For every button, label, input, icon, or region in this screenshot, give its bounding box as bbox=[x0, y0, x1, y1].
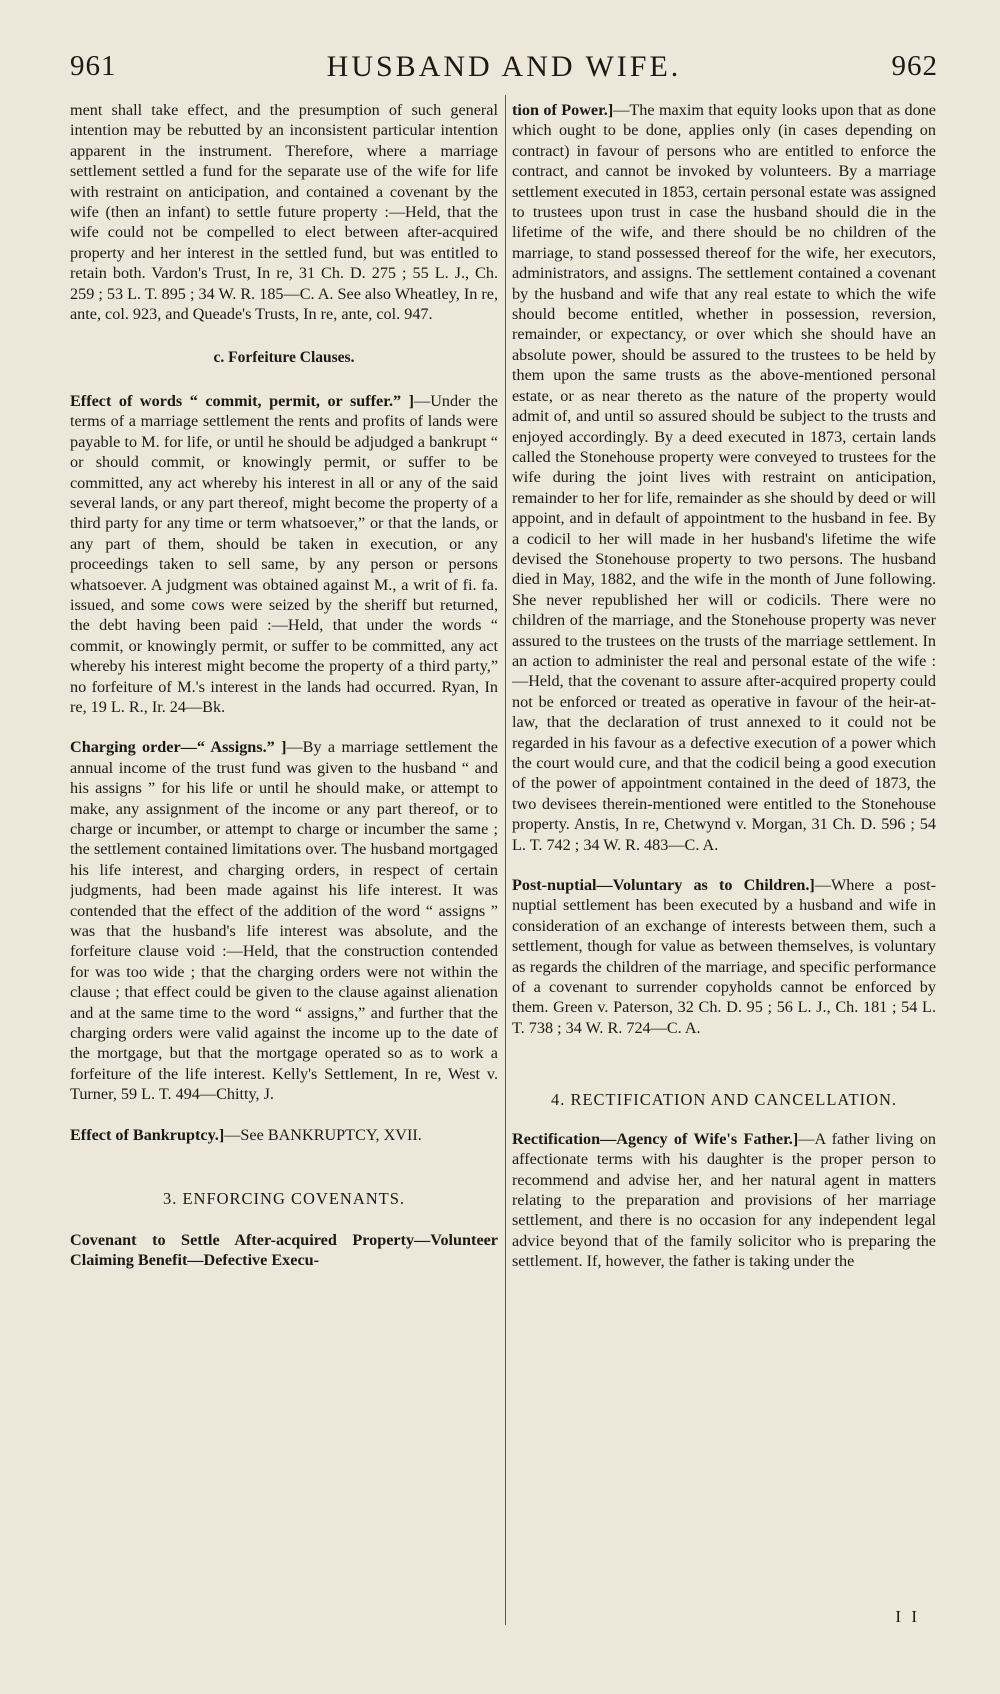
paragraph-heading: Charging order—“ Assigns.” ] bbox=[70, 738, 287, 757]
right-column bbox=[512, 100, 936, 1620]
paragraph-effect-of-bankruptcy bbox=[70, 1125, 498, 1145]
paragraph-heading: Post-nuptial—Voluntary as to Children.] bbox=[512, 876, 815, 895]
signature-mark: I I bbox=[895, 1607, 920, 1626]
page-number-left: 961 bbox=[70, 50, 117, 82]
paragraph-defective-execution bbox=[512, 100, 936, 855]
subheading-forfeiture-clauses: c. Forfeiture Clauses. bbox=[213, 349, 355, 367]
paragraph-heading: Effect of Bankruptcy.] bbox=[70, 1125, 225, 1144]
column-divider bbox=[505, 95, 506, 1625]
paragraph-election-cont: ment shall take effect, and the presumption of such general intention may be rebutted by an inconsistent particular intention apparent in the instrument. Therefore, where a marriage settlement settled a fund for the separate use of the wife for life with restraint on anticipation, and contained a covenant by the wife (then an infant) to settle future property :—Held, that the wife could not be compelled to elect between after-acquired property and her interest in the settled fund, but was entitled to retain both. Vardon's Trust, In re, 31 Ch. D. 275 ; 55 L. J., Ch. 259 ; 53 L. T. 895 ; 34 W. R. 185—C. A. See also Wheatley, In re, ante, col. 923, and Queade's Trusts, In re, ante, col. 947. bbox=[70, 101, 498, 324]
paragraph-body: —Under the terms of a marriage settlement the rents and profits of lands were payable to M. for life, or until he should be adjudged a bankrupt “ or should commit, or knowingly permit, or suffer to be committed, any act whereby his interest in all or any of the said several lands, or any part thereof, might become the property of a third party for any time or term whatsoever,” or that the lands, or any part of them, should be taken in execution, or any proceedings taken to sell same, by any person or persons whatsoever. A judgment was obtained against M., a writ of fi. fa. issued, and some cows were seized by the sheriff but returned, the debt having been paid :—Held, that under the words “ commit, or knowingly permit, or suffer to be committed, any act whereby his interest might become the property of a third party,” no forfeiture of M.'s interest in the lands had occurred. Ryan, In re, 19 L. R., Ir. 24—Bk. bbox=[70, 391, 498, 716]
paragraph-covenant-after-acquired bbox=[70, 1230, 498, 1271]
left-column bbox=[70, 100, 498, 1620]
paragraph-heading-cont: tion of Power.] bbox=[512, 101, 614, 119]
paragraph-heading: Effect of words “ commit, permit, or suffer.” ] bbox=[70, 391, 415, 410]
paragraph-heading: Rectification—Agency of Wife's Father.] bbox=[512, 1129, 799, 1148]
paragraph-body: —Where a post-nuptial settlement has been executed by a husband and wife in consideration of an exchange of interests between them, such a settlement, though for value as between themselves, is voluntary as regards the children of the marriage, and specific performance of a covenant to surrender copyholds cannot be enforced by them. Green v. Paterson, 32 Ch. D. 95 ; 56 L. J., Ch. 181 ; 54 L. T. 738 ; 34 W. R. 724—C. A. bbox=[512, 876, 936, 1037]
paragraph-rectification-agency bbox=[512, 1129, 936, 1272]
section-heading-enforcing-covenants: 3. ENFORCING COVENANTS. bbox=[162, 1189, 406, 1209]
paragraph-commit-permit-suffer bbox=[70, 391, 498, 718]
paragraph-heading: Covenant to Settle After-acquired Property—Volunteer Claiming Benefit—Defective Execu- bbox=[70, 1230, 498, 1269]
paragraph-charging-order bbox=[70, 737, 498, 1104]
paragraph-post-nuptial bbox=[512, 875, 936, 1038]
paragraph-body: —By a marriage settlement the annual income of the trust fund was given to the husband “ and his assigns ” for his life or until he should make, or attempt to make, any assignment of the income or any part thereof, or to charge or incumber, or attempt to charge or incumber the same ; the settlement contained limitations over. The husband mortgaged his life interest, and charging orders, in respect of certain judgments, had been made against his life interest. It was contended that the effect of the addition of the word “ assigns ” was that the husband's life interest was absolute, and the forfeiture clause void :—Held, that the construction contended for was too wide ; that the charging orders were not within the clause ; that effect could be given to the clause against alienation and at the same time to the word “ assigns,” and further that the charging orders were valid against the income up to the date of the mortgage, but that the mortgage operated so as to work a forfeiture of the life interest. Kelly's Settlement, In re, West v. Turner, 59 L. T. 494—Chitty, J. bbox=[70, 738, 498, 1104]
running-title: HUSBAND AND WIFE. bbox=[326, 50, 682, 83]
paragraph-body: —A father living on affectionate terms with his daughter is the proper person to recommend and advise her, and her natural agent in matters relating to the preparation and provisions of her marriage settlement, and there is no occasion for any independent legal advice beyond that of the family solicitor who is preparing the settlement. If, however, the father is taking under the bbox=[512, 1129, 936, 1271]
paragraph-body: —See BANKRUPTCY, XVII. bbox=[224, 1125, 422, 1144]
page-number-right: 962 bbox=[891, 50, 938, 82]
paragraph-body: —The maxim that equity looks upon that as done which ought to be done, applies only (in cases depending on contract) in favour of persons who are entitled to enforce the contract, and cannot be invoked by volunteers. By a marriage settlement executed in 1853, certain personal estate was assigned to trustees upon trust in case the husband should die in the lifetime of the wife, and there should be no children of the marriage, to stand possessed thereof for the wife, her executors, administrators, and assigns. The settlement contained a covenant by the husband and wife that any real estate to which the wife should become entitled, whether in possession, reversion, remainder, or expectancy, or over which she should have an absolute power, should be assured to the trustees to be held by them upon the same trusts as the above-mentioned personal estate, or as near thereto as the nature of the property would admit of, and until so assured should be subject to the trusts and enjoyed accordingly. By a deed executed in 1873, certain lands called the Stonehouse property were conveyed to trustees for the wife during the joint lives with restraint on anticipation, remainder to her for life, remainder as she should by deed or will appoint, and in default of appointment to the husband in fee. By a codicil to her will made in her husband's lifetime the wife devised the Stonehouse property to two persons. The husband died in May, 1882, and the wife in the month of June following. She never republished her will or codicils. There were no children of the marriage, and the Stonehouse property was never assured to the trustees on the trusts of the marriage settlement. In an action to administer the real and personal estate of the wife :—Held, that the covenant to assure after-acquired property could not be enforced or treated as operative in favour of the heir-at-law, that the declaration of trust annexed to it could not be regarded in his favour as a defective execution of a power which the court would cure, and that the codicil being a good execution of the power of appointment contained in the deed of 1873, the two devisees therein-mentioned were entitled to the Stonehouse property. Anstis, In re, Chetwynd v. Morgan, 31 Ch. D. 596 ; 54 L. T. 742 ; 34 W. R. 483—C. A. bbox=[512, 101, 936, 854]
section-heading-rectification: 4. RECTIFICATION AND CANCELLATION. bbox=[550, 1090, 898, 1110]
running-header bbox=[70, 50, 938, 90]
